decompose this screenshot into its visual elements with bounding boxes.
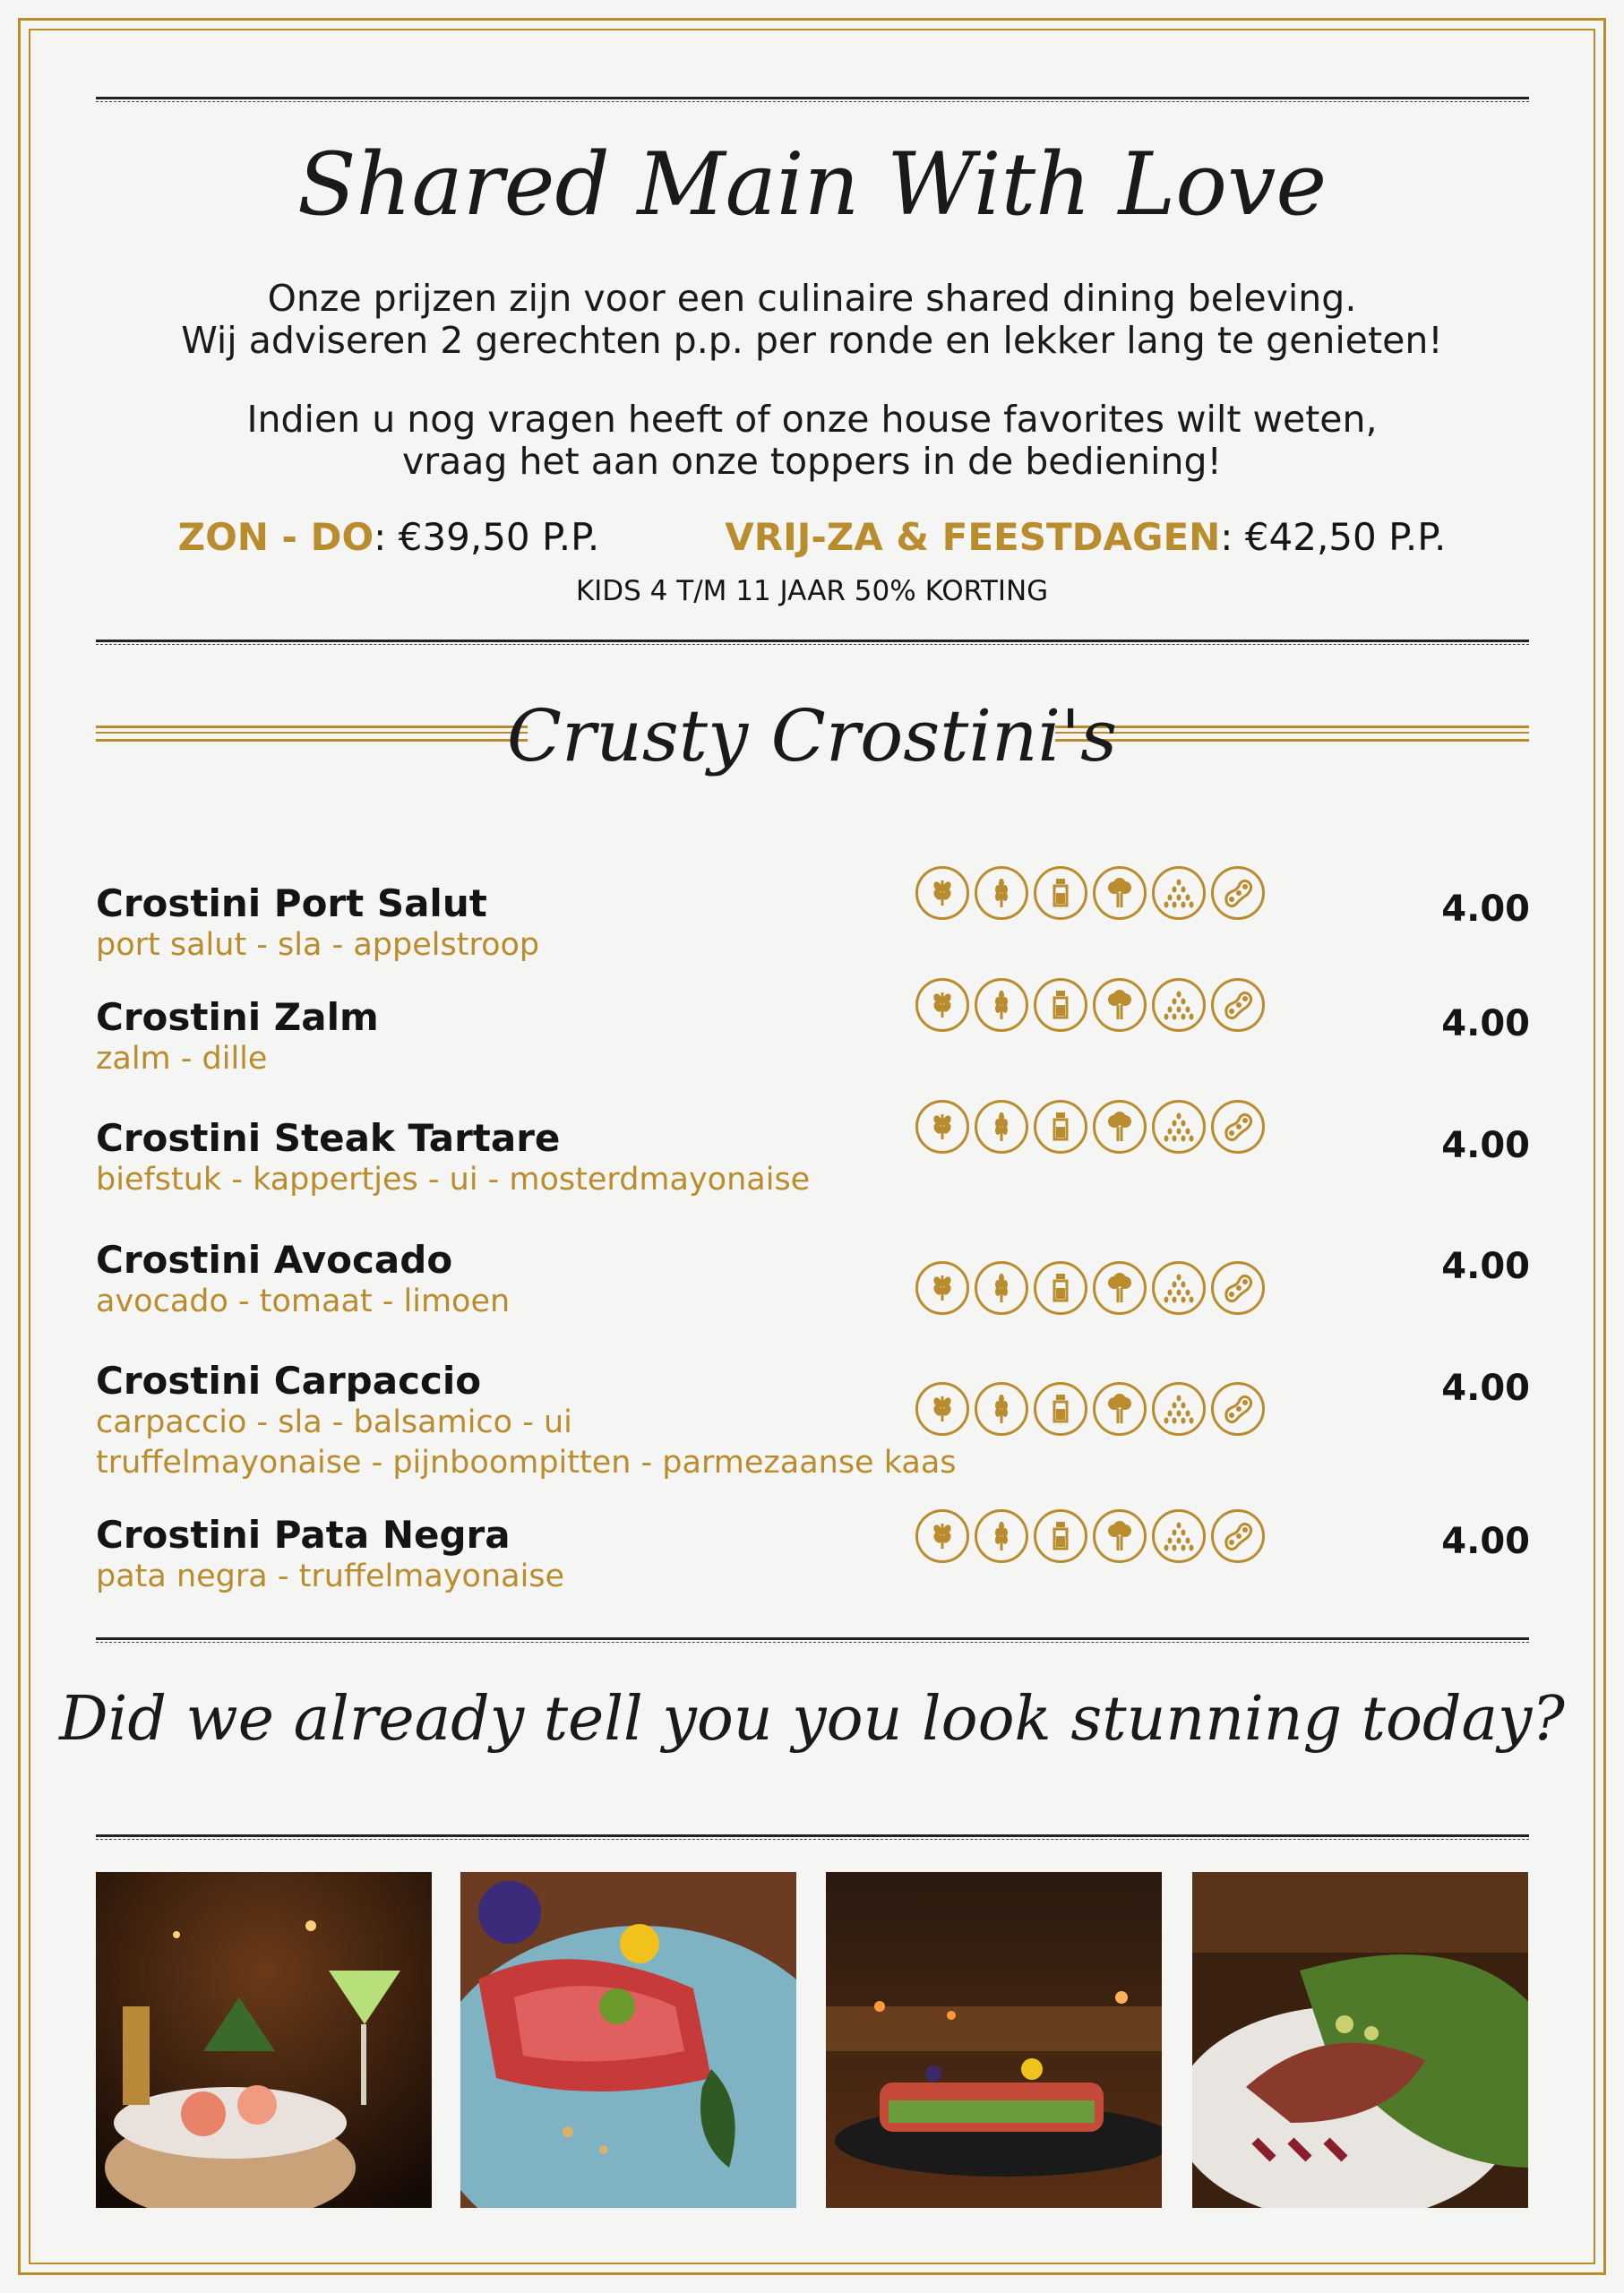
allergen-icons [915,978,1265,1032]
weekend-price: : €42,50 P.P. [1220,515,1447,559]
sesame-icon [1152,1100,1206,1154]
gluten-icon [915,1509,969,1563]
item-description: biefstuk - kappertjes - ui - mosterdmayonaise [96,1162,811,1198]
photo-sushi-roll [826,1872,1162,2208]
weekday-price: : €39,50 P.P. [374,515,600,559]
item-description: pata negra - truffelmayonaise [96,1559,565,1594]
weekday-label: ZON - DO [177,515,374,559]
wheat-icon [975,1100,1028,1154]
item-name: Crostini Zalm [96,995,379,1039]
price-info [0,515,1624,559]
footer-divider-top [96,1637,1529,1640]
item-name: Crostini Steak Tartare [96,1116,561,1160]
intro-text-1 [0,278,1624,362]
page-title: Shared Main With Love [296,134,1328,235]
menu-item [96,996,1529,1079]
item-price: 4.00 [1441,1003,1530,1044]
menu-item [96,1514,1529,1597]
section-title: Crusty Crostini's [506,694,1118,777]
soy-icon [1211,1382,1265,1436]
milk-bottle-icon [1034,866,1087,920]
item-price: 4.00 [1441,1246,1530,1287]
celery-icon [1093,978,1147,1032]
soy-icon [1211,866,1265,920]
menu-item [96,882,1529,966]
item-description: carpaccio - sla - balsamico - ui [96,1404,572,1440]
kids-discount: KIDS 4 T/M 11 JAAR 50% KORTING [575,575,1049,607]
item-name: Crostini Pata Negra [96,1513,511,1557]
allergen-icons [915,1509,1265,1563]
footer-divider-bottom [96,1834,1529,1837]
intro-line: Onze prijzen zijn voor een culinaire shared dining beleving. [267,277,1357,320]
soy-icon [1211,1261,1265,1315]
item-description: zalm - dille [96,1041,268,1077]
top-divider [96,97,1529,99]
allergen-icons [915,1382,1265,1436]
milk-bottle-icon [1034,1509,1087,1563]
wheat-icon [975,978,1028,1032]
item-description: port salut - sla - appelstroop [96,927,540,963]
wheat-icon [975,1382,1028,1436]
soy-icon [1211,1100,1265,1154]
wheat-icon [975,1261,1028,1315]
mid-divider [96,640,1529,642]
item-price: 4.00 [1441,1521,1530,1562]
item-name: Crostini Port Salut [96,881,487,925]
item-price: 4.00 [1441,889,1530,930]
item-name: Crostini Avocado [96,1238,453,1282]
gluten-icon [915,978,969,1032]
soy-icon [1211,1509,1265,1563]
celery-icon [1093,1100,1147,1154]
soy-icon [1211,978,1265,1032]
photo-tartare-leaf [1192,1872,1528,2208]
sesame-icon [1152,1261,1206,1315]
gluten-icon [915,1382,969,1436]
photo-tuna-tataki [460,1872,796,2208]
allergen-icons [915,1100,1265,1154]
milk-bottle-icon [1034,978,1087,1032]
item-description-2: truffelmayonaise - pijnboompitten - parmezaanse kaas [96,1445,957,1481]
sesame-icon [1152,978,1206,1032]
intro-line: vraag het aan onze toppers in de bediening! [402,440,1222,483]
gluten-icon [915,1261,969,1315]
intro-line: Indien u nog vragen heeft of onze house favorites wilt weten, [246,398,1378,441]
sesame-icon [1152,866,1206,920]
celery-icon [1093,1382,1147,1436]
celery-icon [1093,866,1147,920]
celery-icon [1093,1261,1147,1315]
photo-sashimi-platter [96,1872,432,2208]
menu-item [96,1239,1529,1322]
item-price: 4.00 [1441,1368,1530,1409]
wheat-icon [975,1509,1028,1563]
wheat-icon [975,866,1028,920]
milk-bottle-icon [1034,1382,1087,1436]
item-description: avocado - tomaat - limoen [96,1284,511,1319]
gluten-icon [915,1100,969,1154]
celery-icon [1093,1509,1147,1563]
sesame-icon [1152,1382,1206,1436]
menu-item [96,1117,1529,1200]
allergen-icons [915,1261,1265,1315]
milk-bottle-icon [1034,1261,1087,1315]
intro-line: Wij adviseren 2 gerechten p.p. per ronde en lekker lang te genieten! [181,319,1443,362]
sesame-icon [1152,1509,1206,1563]
gluten-icon [915,866,969,920]
footer-tagline: Did we already tell you you look stunning today? [59,1684,1565,1755]
item-price: 4.00 [1441,1125,1530,1166]
menu-item [96,1360,1529,1483]
allergen-icons [915,866,1265,920]
weekend-label: VRIJ-ZA & FEESTDAGEN [725,515,1221,559]
intro-text-2 [0,399,1624,483]
item-name: Crostini Carpaccio [96,1359,482,1403]
milk-bottle-icon [1034,1100,1087,1154]
